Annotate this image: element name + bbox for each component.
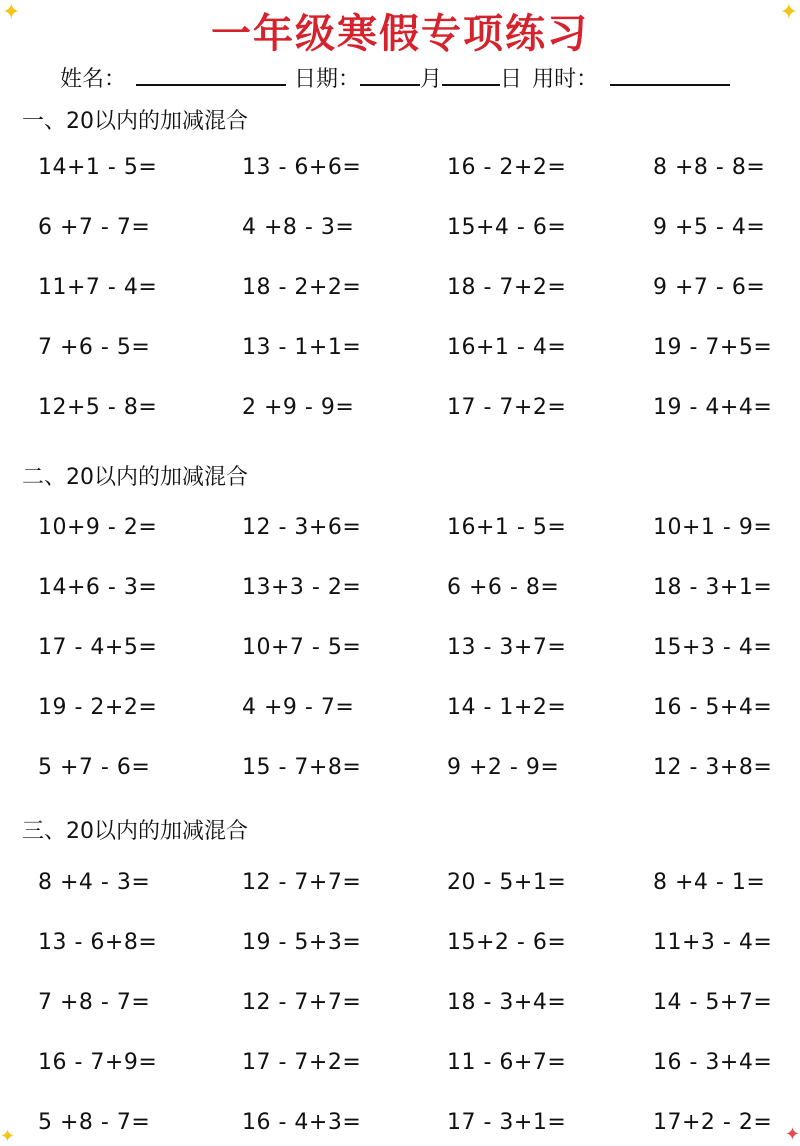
math-problem: 15+4 - 6= — [447, 215, 567, 240]
math-problem: 11+3 - 4= — [653, 930, 773, 955]
math-problem: 9 +7 - 6= — [653, 275, 766, 300]
math-problem: 7 +8 - 7= — [38, 990, 151, 1015]
month-field[interactable] — [360, 66, 420, 86]
math-problem: 14+1 - 5= — [38, 155, 158, 180]
math-problem: 16+1 - 5= — [447, 515, 567, 540]
math-problem: 19 - 7+5= — [653, 335, 773, 360]
math-problem: 2 +9 - 9= — [242, 395, 355, 420]
section-heading: 一、20以内的加减混合 — [22, 109, 248, 134]
math-problem: 17 - 7+2= — [242, 1050, 362, 1075]
math-problem: 17+2 - 2= — [653, 1110, 773, 1135]
name-field[interactable] — [136, 66, 286, 86]
math-problem: 15 - 7+8= — [242, 755, 362, 780]
star-icon: ✦ — [0, 1126, 16, 1146]
math-problem: 11+7 - 4= — [38, 275, 158, 300]
math-problem: 4 +8 - 3= — [242, 215, 355, 240]
star-icon: ✦ — [2, 0, 21, 25]
problem-row — [0, 575, 800, 605]
section-heading: 三、20以内的加减混合 — [22, 819, 248, 844]
math-problem: 15+2 - 6= — [447, 930, 567, 955]
math-problem: 8 +4 - 1= — [653, 870, 766, 895]
math-problem: 17 - 7+2= — [447, 395, 567, 420]
math-problem: 18 - 3+1= — [653, 575, 773, 600]
math-problem: 13 - 6+6= — [242, 155, 362, 180]
problem-row — [0, 155, 800, 185]
problem-row — [0, 755, 800, 785]
math-problem: 17 - 3+1= — [447, 1110, 567, 1135]
math-problem: 11 - 6+7= — [447, 1050, 567, 1075]
math-problem: 12 - 3+8= — [653, 755, 773, 780]
math-problem: 18 - 3+4= — [447, 990, 567, 1015]
math-problem: 14 - 1+2= — [447, 695, 567, 720]
time-field[interactable] — [610, 66, 730, 86]
math-problem: 14+6 - 3= — [38, 575, 158, 600]
day-label: 日 — [500, 67, 523, 92]
problem-row — [0, 1050, 800, 1080]
math-problem: 20 - 5+1= — [447, 870, 567, 895]
math-problem: 8 +8 - 8= — [653, 155, 766, 180]
problem-row — [0, 215, 800, 245]
math-problem: 6 +6 - 8= — [447, 575, 560, 600]
math-problem: 12 - 7+7= — [242, 870, 362, 895]
math-problem: 18 - 7+2= — [447, 275, 567, 300]
problem-row — [0, 515, 800, 545]
math-problem: 10+7 - 5= — [242, 635, 362, 660]
star-icon: ✦ — [784, 1124, 800, 1145]
math-problem: 5 +7 - 6= — [38, 755, 151, 780]
math-problem: 16 - 7+9= — [38, 1050, 158, 1075]
math-problem: 7 +6 - 5= — [38, 335, 151, 360]
math-problem: 19 - 4+4= — [653, 395, 773, 420]
section-heading: 二、20以内的加减混合 — [22, 465, 248, 490]
math-problem: 18 - 2+2= — [242, 275, 362, 300]
math-problem: 12 - 3+6= — [242, 515, 362, 540]
math-problem: 16 - 2+2= — [447, 155, 567, 180]
problem-row — [0, 275, 800, 305]
problem-row — [0, 335, 800, 365]
math-problem: 12 - 7+7= — [242, 990, 362, 1015]
math-problem: 17 - 4+5= — [38, 635, 158, 660]
math-problem: 5 +8 - 7= — [38, 1110, 151, 1135]
math-problem: 15+3 - 4= — [653, 635, 773, 660]
student-info-line — [60, 62, 760, 93]
problem-row — [0, 1110, 800, 1140]
problem-row — [0, 990, 800, 1020]
name-label: 姓名： — [60, 67, 127, 92]
math-problem: 19 - 2+2= — [38, 695, 158, 720]
math-problem: 13+3 - 2= — [242, 575, 362, 600]
page-title: 一年级寒假专项练习 — [211, 11, 589, 57]
math-problem: 16 - 4+3= — [242, 1110, 362, 1135]
math-problem: 9 +2 - 9= — [447, 755, 560, 780]
math-problem: 13 - 3+7= — [447, 635, 567, 660]
date-label: 日期： — [294, 67, 361, 92]
math-problem: 13 - 6+8= — [38, 930, 158, 955]
math-problem: 12+5 - 8= — [38, 395, 158, 420]
problem-row — [0, 695, 800, 725]
math-problem: 16 - 3+4= — [653, 1050, 773, 1075]
problem-row — [0, 870, 800, 900]
day-field[interactable] — [442, 66, 500, 86]
math-problem: 16+1 - 4= — [447, 335, 567, 360]
problem-row — [0, 395, 800, 425]
time-label: 用时： — [532, 67, 599, 92]
math-problem: 16 - 5+4= — [653, 695, 773, 720]
problem-row — [0, 635, 800, 665]
math-problem: 9 +5 - 4= — [653, 215, 766, 240]
math-problem: 8 +4 - 3= — [38, 870, 151, 895]
math-problem: 4 +9 - 7= — [242, 695, 355, 720]
math-problem: 19 - 5+3= — [242, 930, 362, 955]
star-icon: ✦ — [779, 0, 798, 25]
math-problem: 10+9 - 2= — [38, 515, 158, 540]
math-problem: 10+1 - 9= — [653, 515, 773, 540]
math-problem: 13 - 1+1= — [242, 335, 362, 360]
math-problem: 14 - 5+7= — [653, 990, 773, 1015]
problem-row — [0, 930, 800, 960]
month-label: 月 — [420, 67, 443, 92]
math-problem: 6 +7 - 7= — [38, 215, 151, 240]
